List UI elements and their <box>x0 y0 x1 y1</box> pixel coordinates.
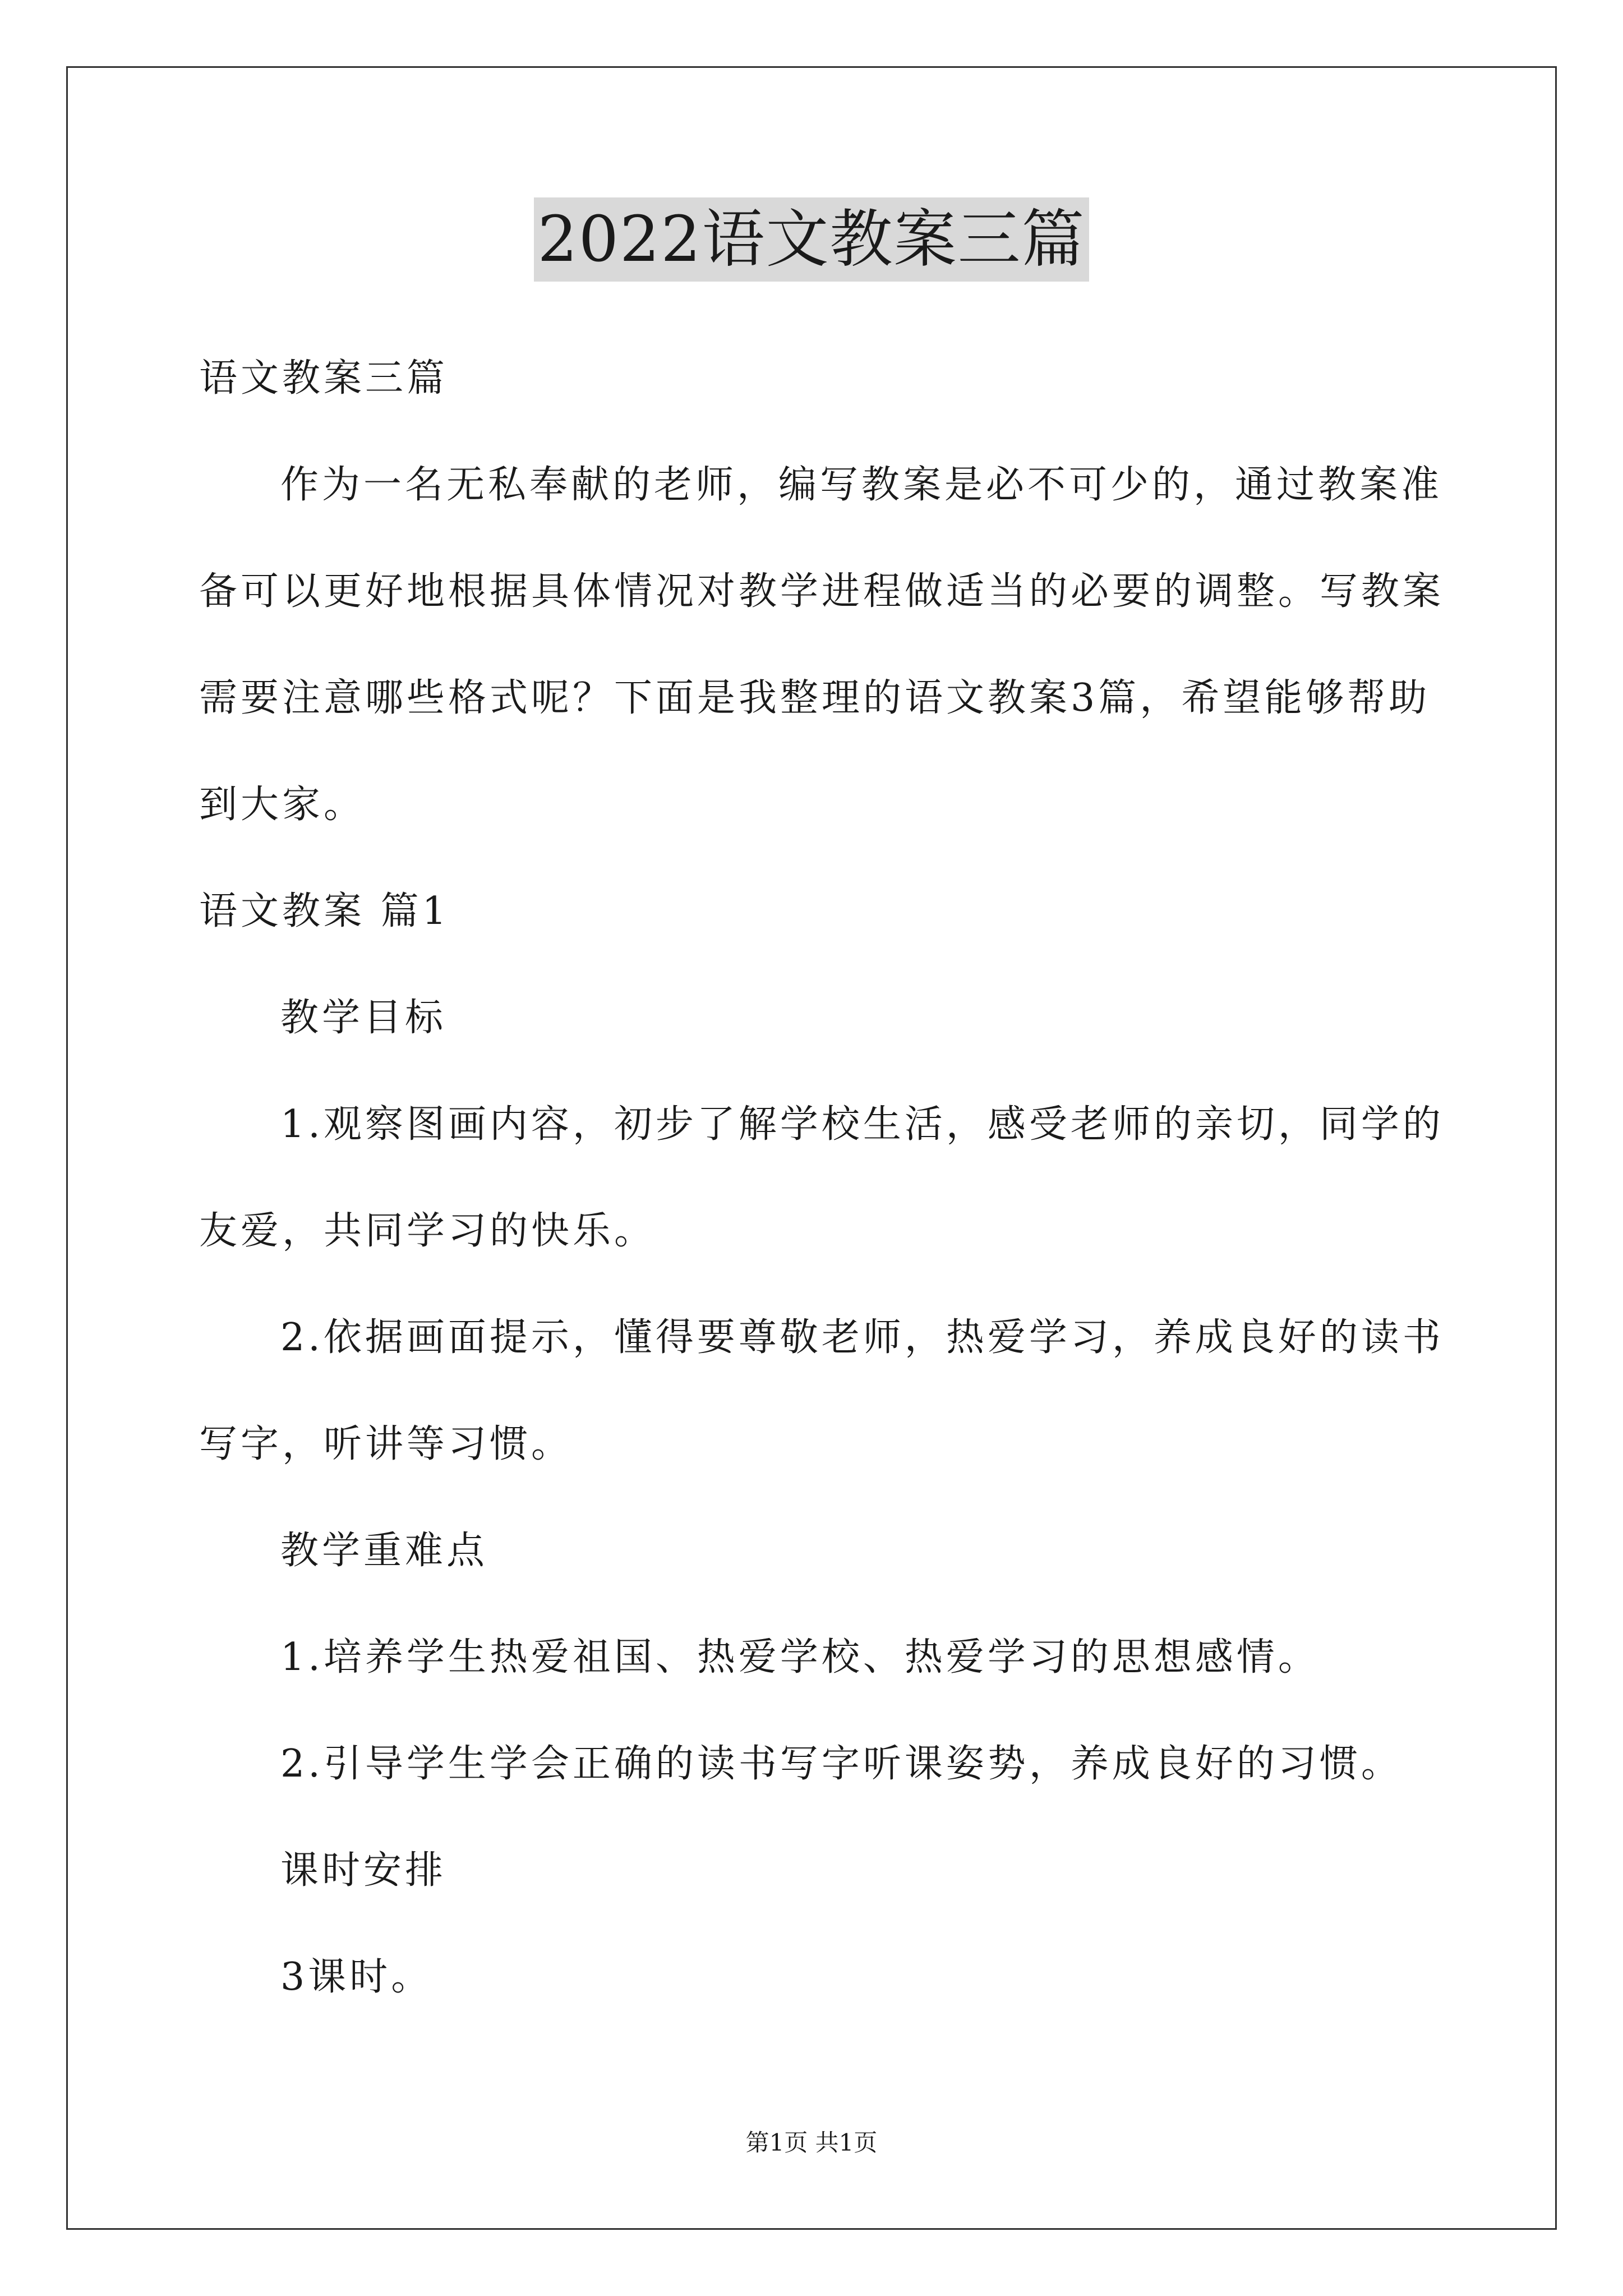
paragraph-line: 1.培养学生热爱祖国、热爱学校、热爱学习的思想感情。 <box>280 1635 1320 1680</box>
paragraph-line: 3课时。 <box>280 1955 433 1999</box>
subheading-key-points: 教学重难点 <box>280 1529 488 1573</box>
subheading-schedule: 课时安排 <box>280 1848 447 1893</box>
document-title: 2022语文教案三篇 <box>534 197 1089 282</box>
paragraph-line: 2.引导学生学会正确的读书写字听课姿势，养成良好的习惯。 <box>280 1742 1403 1786</box>
page-footer: 第1页 共1页 <box>745 2129 878 2156</box>
paragraph-line: 1.观察图画内容，初步了解学校生活，感受老师的亲切，同学的 <box>280 1102 1444 1147</box>
section-heading: 语文教案 篇1 <box>199 889 450 933</box>
paragraph-line: 需要注意哪些格式呢？下面是我整理的语文教案3篇，希望能够帮助 <box>199 676 1431 720</box>
paragraph-line: 到大家。 <box>199 783 366 827</box>
subtitle-line: 语文教案三篇 <box>199 356 449 401</box>
title-container <box>0 197 1623 282</box>
paragraph-line: 写字，听讲等习惯。 <box>199 1422 573 1466</box>
subheading-objectives: 教学目标 <box>280 996 447 1040</box>
paragraph-line: 备可以更好地根据具体情况对教学进程做适当的必要的调整。写教案 <box>199 569 1445 614</box>
paragraph-line: 友爱，共同学习的快乐。 <box>199 1209 656 1253</box>
paragraph-line: 2.依据画面提示，懂得要尊敬老师，热爱学习，养成良好的读书 <box>280 1315 1444 1360</box>
paragraph-line: 作为一名无私奉献的老师，编写教案是必不可少的，通过教案准 <box>280 463 1443 507</box>
